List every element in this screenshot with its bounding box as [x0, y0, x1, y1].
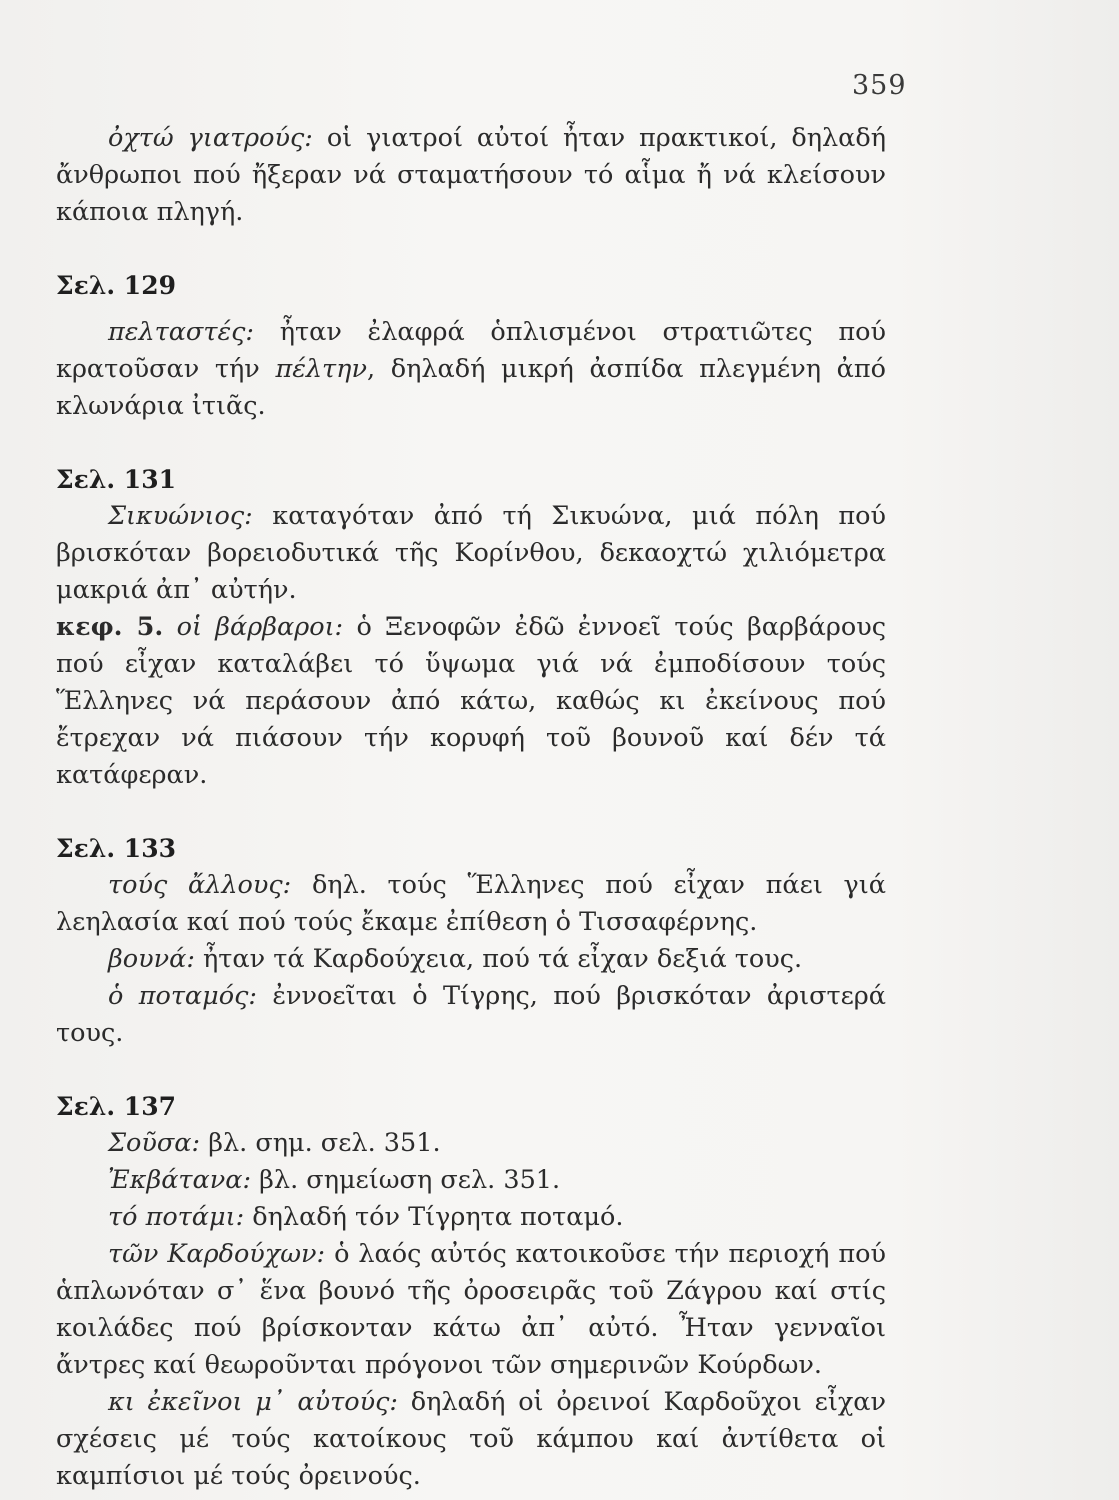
note-term: τούς ἄλλους:	[108, 870, 292, 900]
note-term: Σοῦσα:	[108, 1128, 201, 1158]
chapter-ref: κεφ. 5.	[56, 612, 164, 642]
note-text: οἱ γιατροί αὐτοί ἦταν πρακτικοί, δηλαδή ἄνθρωποι πού ἤξεραν νά σταματήσουν τό αἷμα ἤ νά κλείσουν κάποια πληγή.	[56, 123, 886, 227]
note-term: Ἐκβάτανα:	[108, 1165, 252, 1195]
note-paragraph	[56, 1199, 886, 1236]
note-text: δηλαδή οἱ ὀρεινοί Καρδοῦχοι εἶχαν σχέσεις μέ τούς κατοίκους τοῦ κάμπου καί ἀντίθετα οἱ καμπίσιοι μέ τούς ὀρεινούς.	[56, 1387, 887, 1491]
note-text: δηλ. τούς Ἕλληνες πού εἶχαν πάει γιά λεηλασία καί πού τούς ἔκαμε ἐπίθεση ὁ Τισσαφέρνης.	[56, 870, 886, 937]
note-term: κι ἐκεῖνοι μ᾽ αὐτούς:	[108, 1387, 398, 1417]
section-heading: Σελ. 131	[56, 465, 176, 494]
section-heading: Σελ. 133	[56, 834, 176, 863]
notes-text-block	[56, 120, 886, 1495]
note-text: ἦταν τά Καρδούχεια, πού τά εἶχαν δεξιά τους.	[194, 944, 803, 974]
note-text: , δηλαδή μικρή ἀσπίδα πλεγμένη ἀπό κλωνάρια ἰτιᾶς.	[56, 354, 886, 421]
page-number: 359	[852, 70, 907, 101]
note-term: τῶν Καρδούχων:	[108, 1239, 326, 1269]
note-paragraph	[56, 120, 886, 231]
section-heading: Σελ. 137	[56, 1092, 176, 1121]
note-term: βουνά:	[108, 944, 195, 974]
note-paragraph	[56, 978, 886, 1052]
note-term: πελταστές:	[108, 317, 255, 347]
note-paragraph	[56, 314, 886, 425]
note-term: Σικυώνιος:	[108, 501, 253, 531]
note-paragraph	[56, 867, 886, 941]
note-text: βλ. σημ. σελ. 351.	[200, 1128, 441, 1158]
section-heading: Σελ. 129	[56, 271, 176, 300]
note-text: ἦταν ἐλαφρά ὁπλισμένοι στρατιῶτες πού κρατοῦσαν τήν	[56, 317, 886, 384]
note-paragraph	[56, 1125, 886, 1162]
note-term: οἱ βάρβαροι:	[176, 612, 344, 642]
note-text: δηλαδή τόν Τίγρητα ποταμό.	[244, 1202, 624, 1232]
note-paragraph	[56, 1236, 886, 1384]
note-paragraph	[56, 941, 886, 978]
note-term: ὁ ποταμός:	[108, 981, 257, 1011]
note-term: ὀχτώ γιατρούς:	[108, 123, 313, 153]
note-term-inline: πέλτην	[275, 354, 367, 384]
note-paragraph	[56, 498, 886, 609]
note-text: βλ. σημείωση σελ. 351.	[251, 1165, 561, 1195]
note-text: καταγόταν ἀπό τή Σικυώνα, μιά πόλη πού βρισκόταν βορειοδυτικά τῆς Κορίνθου, δεκαοχτώ χιλιόμετρα μακριά ἀπ᾽ αὐτήν.	[56, 501, 886, 605]
note-text: ἐννοεῖται ὁ Τίγρης, πού βρισκόταν ἀριστερά τους.	[56, 981, 887, 1048]
note-paragraph	[56, 1162, 886, 1199]
note-paragraph	[56, 1384, 886, 1495]
note-text: ὁ Ξενοφῶν ἐδῶ ἐννοεῖ τούς βαρβάρους πού εἶχαν καταλάβει τό ὕψωμα γιά νά ἐμποδίσουν τούς Ἕλληνες νά περάσουν ἀπό κάτω, καθώς κι ἐκείνους πού ἔτρεχαν νά πιάσουν τήν κορυφή τοῦ βουνοῦ καί δέν τά κατάφεραν.	[56, 612, 886, 790]
note-text: ὁ λαός αὐτός κατοικοῦσε τήν περιοχή πού ἁπλωνόταν σ᾽ ἕνα βουνό τῆς ὀροσειρᾶς τοῦ Ζάγρου καί στίς κοιλάδες πού βρίσκονταν κάτω ἀπ᾽ αὐτό. Ἦταν γενναῖοι ἄντρες καί θεωροῦνται πρόγονοι τῶν σημερινῶν Κούρδων.	[56, 1239, 886, 1380]
note-term: τό ποτάμι:	[108, 1202, 245, 1232]
note-paragraph	[56, 609, 886, 794]
